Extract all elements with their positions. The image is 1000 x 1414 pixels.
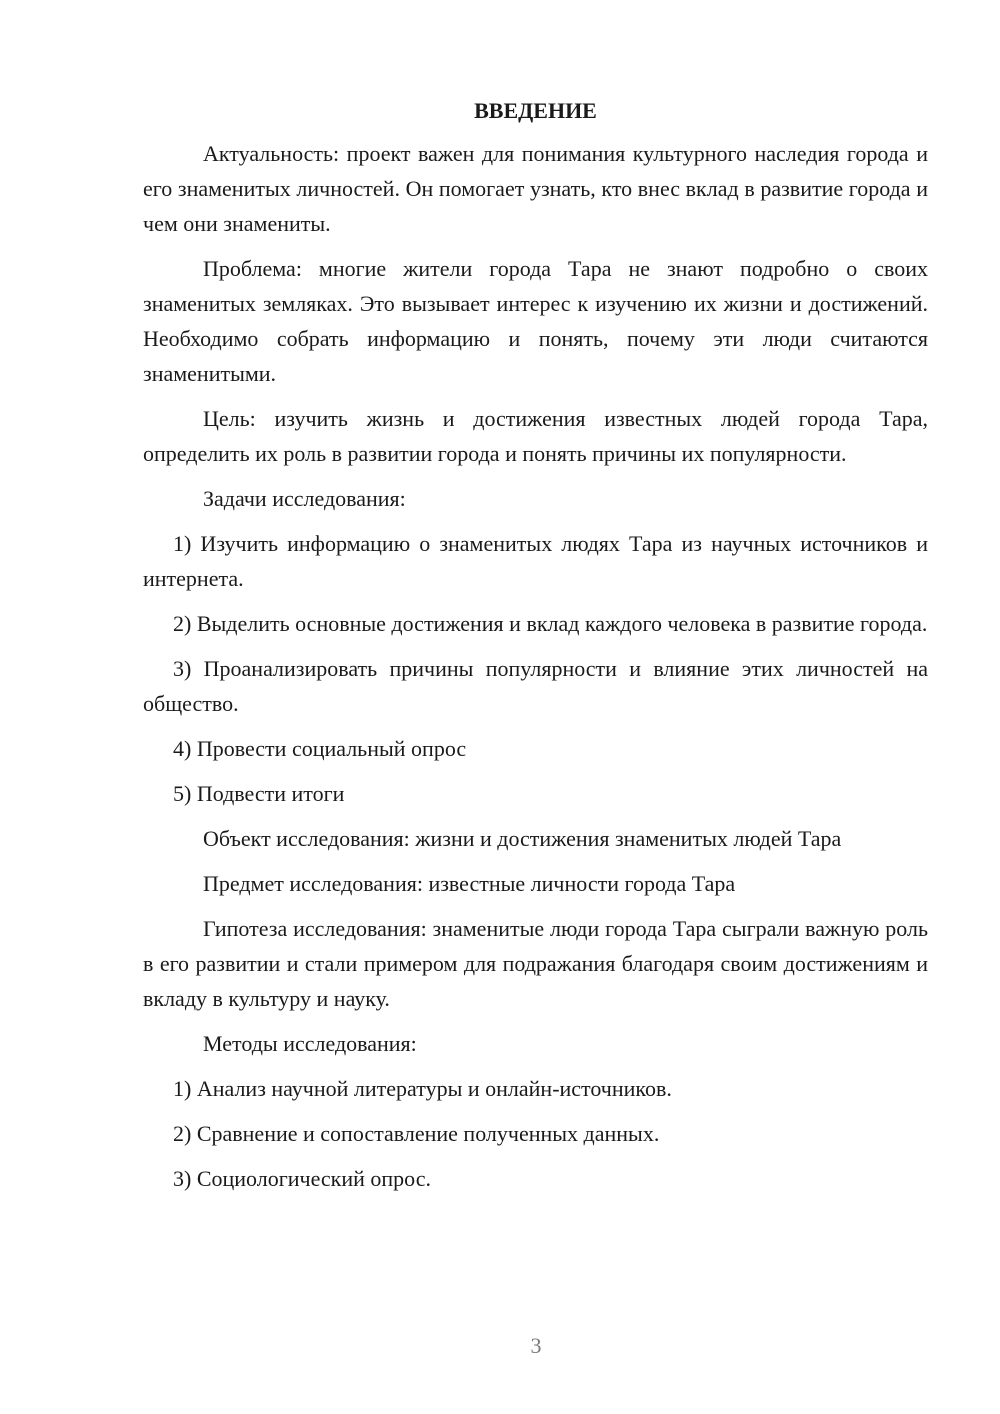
- goal-paragraph: Цель: изучить жизнь и достижения известных людей города Тара, определить их роль в развитии города и понять причины их популярности.: [143, 406, 928, 466]
- task-item-1: 1) Изучить информацию о знаменитых людях Тара из научных источников и интернета.: [143, 531, 928, 591]
- page-number: 3: [530, 1333, 542, 1358]
- document-body: [143, 96, 928, 1206]
- relevance-paragraph: Актуальность: проект важен для понимания культурного наследия города и его знаменитых личностей. Он помогает узнать, кто внес вклад в развитие города и чем они знамениты.: [143, 141, 928, 236]
- task-item-2: 2) Выделить основные достижения и вклад каждого человека в развитие города.: [173, 611, 928, 636]
- section-title: ВВЕДЕНИЕ: [474, 98, 597, 123]
- task-item-4: 4) Провести социальный опрос: [173, 736, 467, 761]
- method-item-2: 2) Сравнение и сопоставление полученных данных.: [173, 1121, 660, 1146]
- task-item-3: 3) Проанализировать причины популярности и влияние этих личностей на общество.: [143, 656, 928, 716]
- tasks-heading: Задачи исследования:: [203, 486, 406, 511]
- methods-heading: Методы исследования:: [203, 1031, 417, 1056]
- task-item-5: 5) Подвести итоги: [173, 781, 345, 806]
- method-item-1: 1) Анализ научной литературы и онлайн-источников.: [173, 1076, 672, 1101]
- method-item-3: 3) Социологический опрос.: [173, 1166, 431, 1191]
- research-subject: Предмет исследования: известные личности города Тара: [203, 871, 736, 896]
- hypothesis-paragraph: Гипотеза исследования: знаменитые люди города Тара сыграли важную роль в его развитии и стали примером для подражания благодаря своим достижениям и вкладу в культуру и науку.: [143, 916, 928, 1011]
- problem-paragraph: Проблема: многие жители города Тара не знают подробно о своих знаменитых земляках. Это вызывает интерес к изучению их жизни и достижений. Необходимо собрать информацию и понять, почему эти люди считаются знаменитыми.: [143, 256, 928, 386]
- research-object: Объект исследования: жизни и достижения знаменитых людей Тара: [203, 826, 842, 851]
